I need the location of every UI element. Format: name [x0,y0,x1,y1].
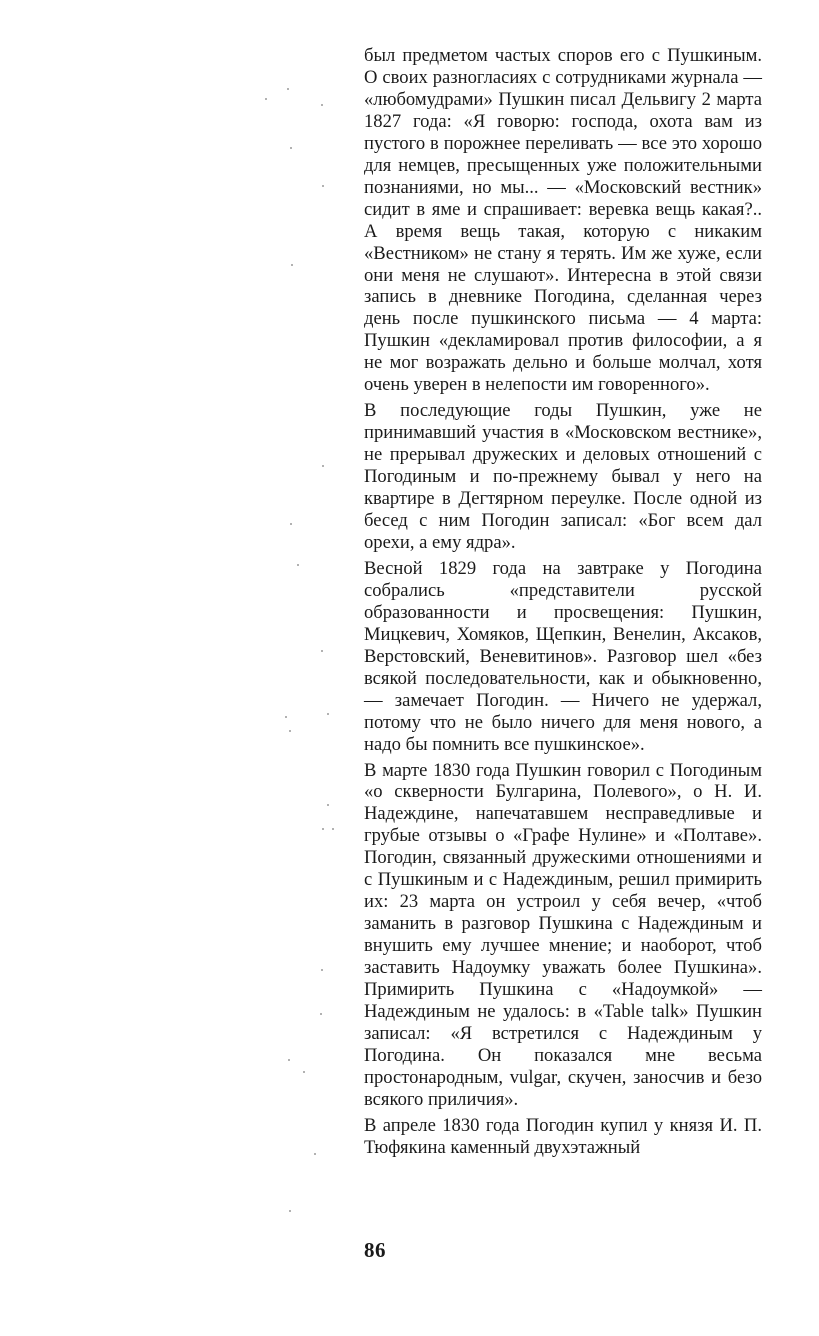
paragraph: В марте 1830 года Пушкин говорил с Погодиным «о скверности Булгарина, Полевого», о Н. И. Надеждине, напечатавшем несправедливые и грубые отзывы о «Графе Нулине» и «Полтаве». Погодин, связанный дружескими отношениями и с Пушкиным и с Надеждиным, решил примирить их: 23 марта он устроил у себя вечер, «чтоб заманить в разговор Пушкина с Надеждиным и внушить ему лучшее мнение; и наоборот, чтоб заставить Надоумку уважать более Пушкина». Примирить Пушкина с «Надоумкой» — Надеждиным не удалось: в «Table talk» Пушкин записал: «Я встретился с Надеждиным у Погодина. Он показался мне весьма простонародным, vulgar, скучен, заносчив и безо всякого приличия». [364,759,762,1110]
paragraph: был предметом частых споров его с Пушкиным. О своих разногласиях с сотрудниками журнала — «любомудрами» Пушкин писал Дельвигу 2 марта 1827 года: «Я говорю: господа, охота вам из пустого в порожнее переливать — все это хорошо для немцев, пресыщенных уже положительными познаниями, но мы... — «Московский вестник» сидит в яме и спрашивает: веревка вещь какая?.. А время вещь такая, которую с никаким «Вестником» не стану я терять. Им же хуже, если они меня не слушают». Интересна в этой связи запись в дневнике Погодина, сделанная через день после пушкинского письма — 4 марта: Пушкин «декламировал против философии, а я не мог возражать дельно и больше молчал, хотя очень уверен в нелепости им говоренного». [364,45,762,396]
scan-speck [289,1210,291,1212]
scan-speck [303,1071,305,1073]
scan-speck [322,465,324,467]
scan-speck [321,104,323,106]
scan-speck [287,88,289,90]
scan-speck [321,650,323,652]
paragraph: Весной 1829 года на завтраке у Погодина собрались «представители русской образованности и просвещения: Пушкин, Мицкевич, Хомяков, Щепкин, Венелин, Аксаков, Верстовский, Веневитинов». Разговор шел «без всякой последовательности, как и обыкновенно, — замечает Погодин. — Ничего не удержал, потому что не было ничего для меня нового, а надо бы помнить все пушкинское». [364,557,762,755]
scan-speck [322,185,324,187]
scan-speck [327,713,329,715]
scan-speck [289,730,291,732]
scan-speck [332,828,334,830]
scan-speck [288,1059,290,1061]
page-number: 86 [364,1238,386,1262]
scan-speck [291,264,293,266]
paragraph: В апреле 1830 года Погодин купил у князя И. П. Тюфякина каменный двухэтажный [364,1114,762,1158]
scan-speck [320,1013,322,1015]
paragraph: В последующие годы Пушкин, уже не принимавший участия в «Московском вестнике», не прерывал дружеских и деловых отношений с Погодиным и по-прежнему бывал у него на квартире в Дегтярном переулке. После одной из бесед с ним Погодин записал: «Бог всем дал орехи, а ему ядра». [364,400,762,553]
text-column [364,45,762,1163]
scan-speck [285,716,287,718]
scan-speck [290,147,292,149]
scan-speck [322,828,324,830]
scan-speck [297,564,299,566]
scan-speck [290,523,292,525]
scan-speck [321,969,323,971]
scan-speck [265,98,267,100]
scan-speck [314,1153,316,1155]
scan-speck [327,804,329,806]
